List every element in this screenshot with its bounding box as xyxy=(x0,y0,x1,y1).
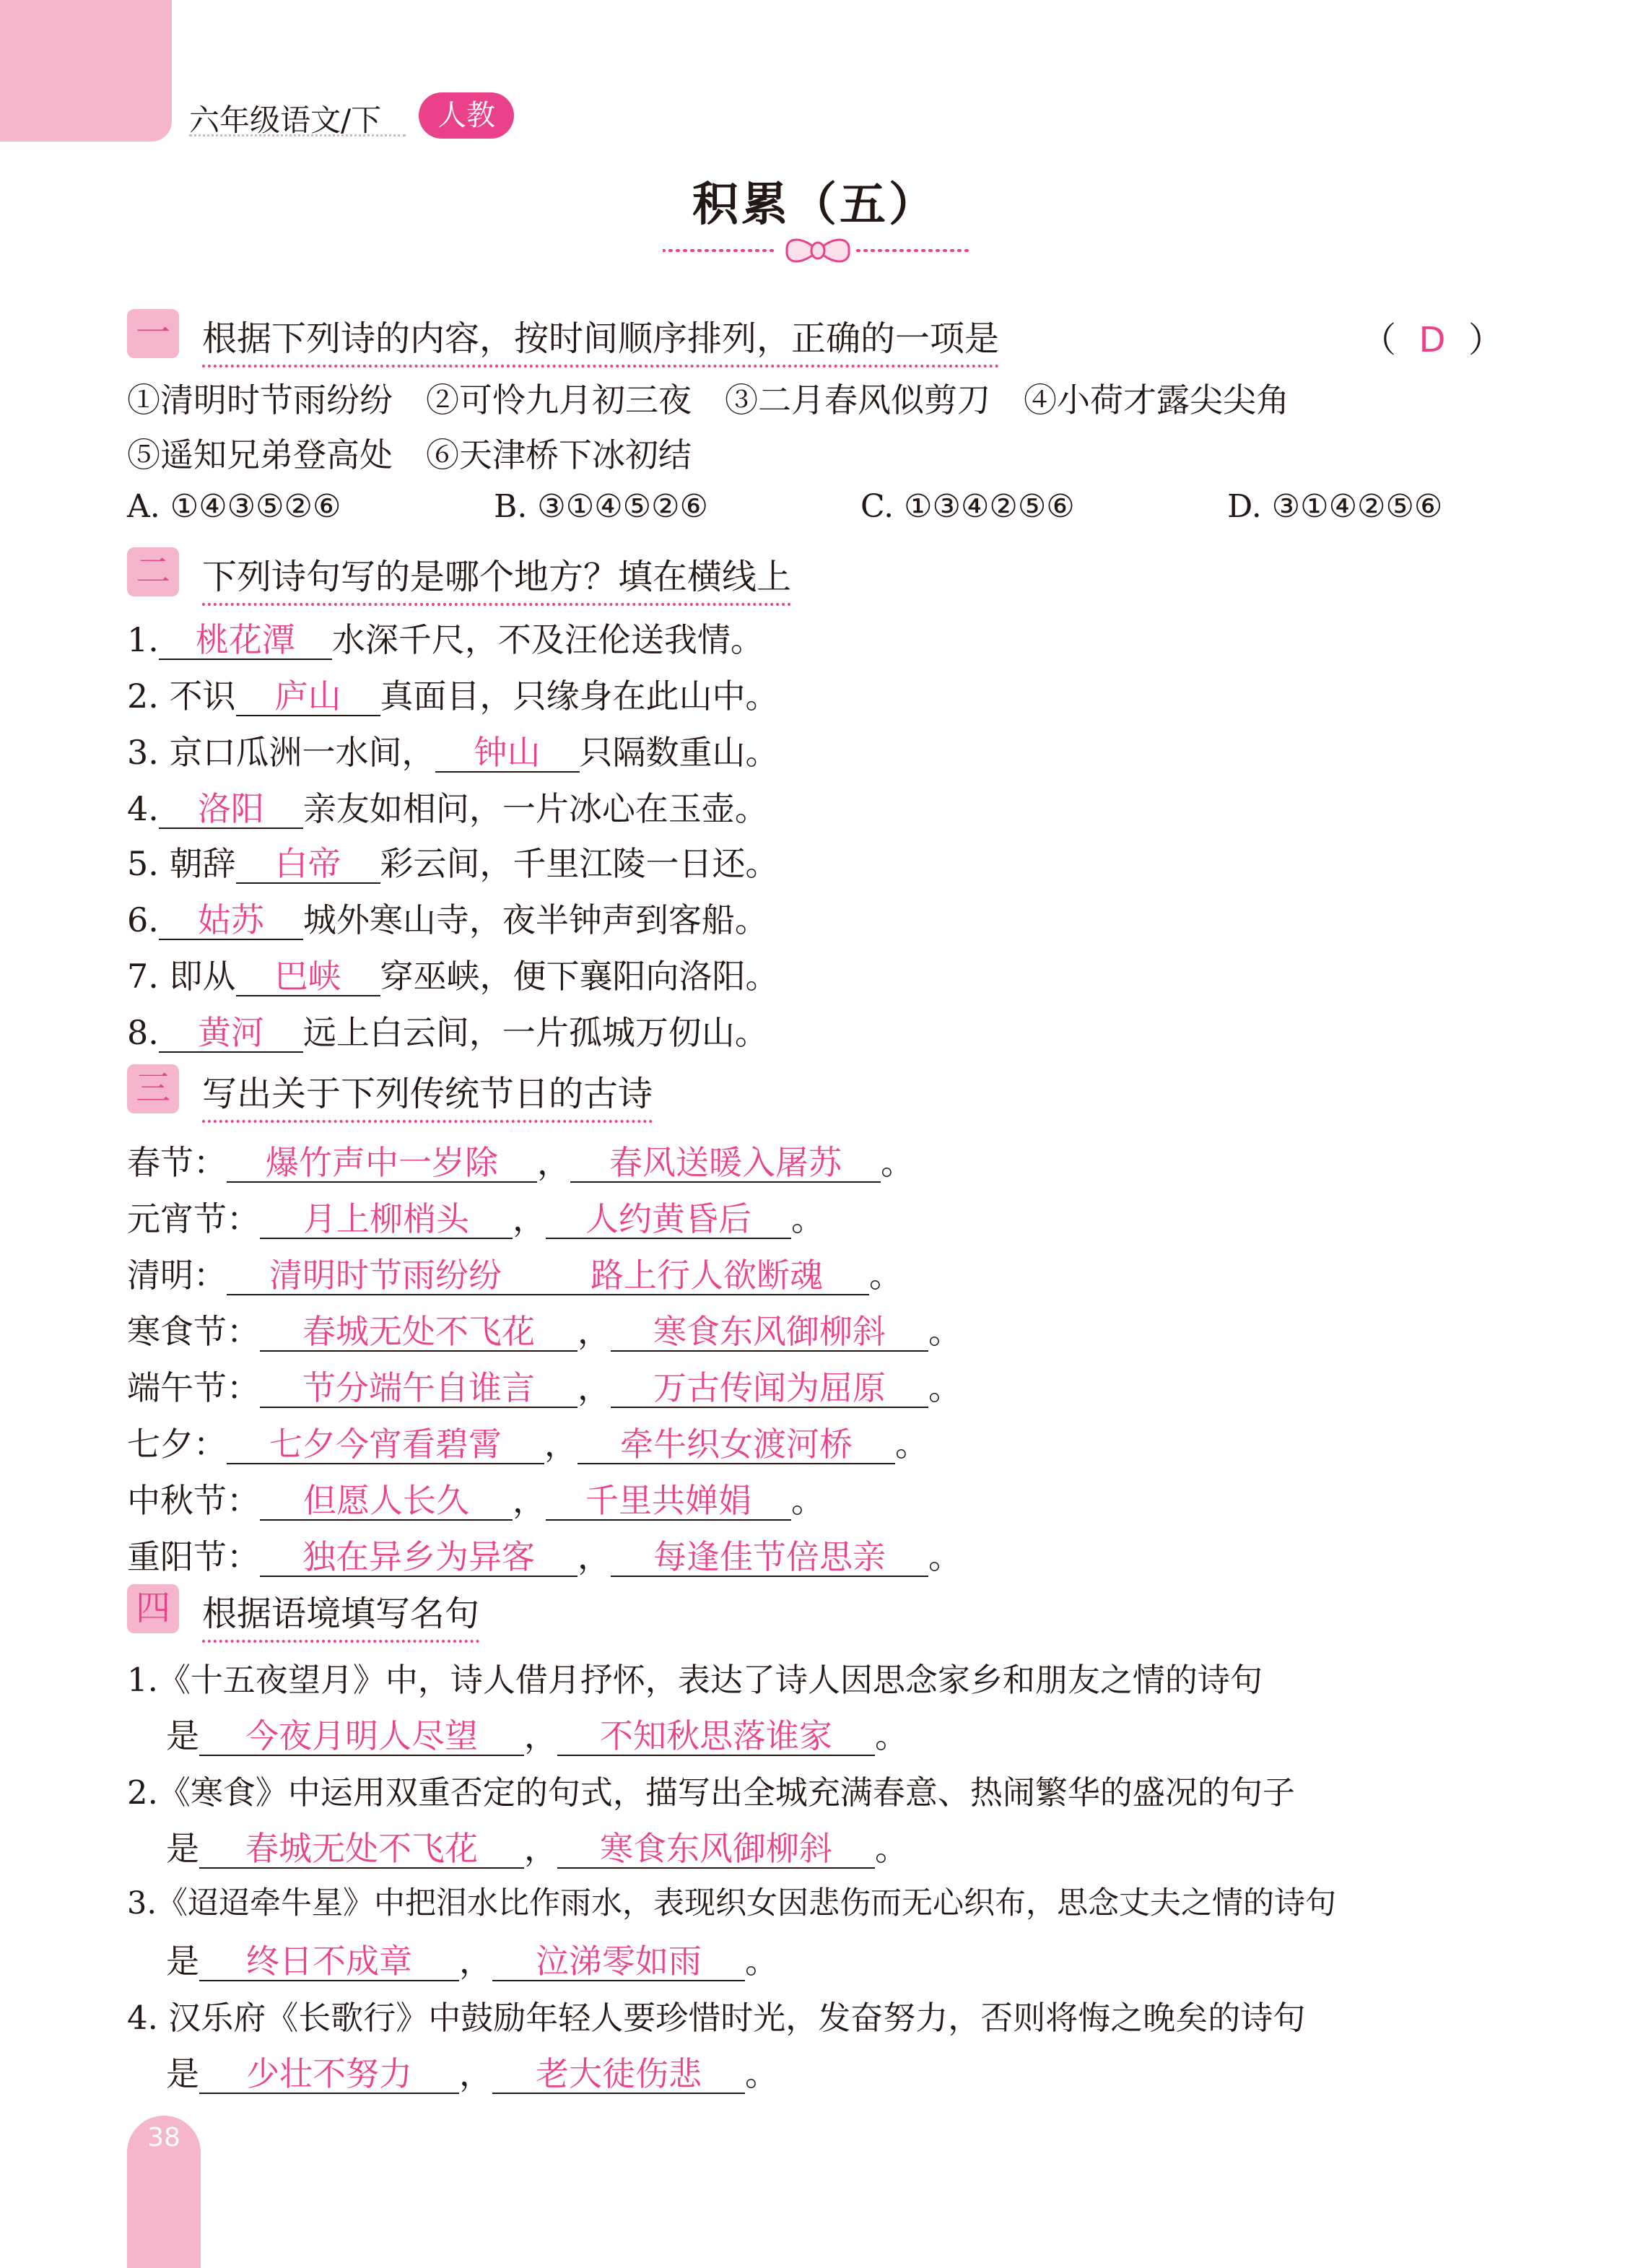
list-item: 4. 洛阳 亲友如相问，一片冰心在玉壶。 xyxy=(127,789,768,828)
list-item: 元宵节： 月上柳梢头 ， 人约黄昏后 。 xyxy=(127,1199,824,1238)
bracket-open: （ xyxy=(1361,320,1397,360)
list-item: 7. 即从 巴峡 穿巫峡，便下襄阳向洛阳。 xyxy=(127,957,779,996)
answer-blank: 爆竹声中一岁除 xyxy=(227,1144,537,1183)
answer-blank: 春城无处不飞花 xyxy=(199,1830,524,1869)
poem-items-line: ⑤遥知兄弟登高处 ⑥天津桥下冰初结 xyxy=(127,435,692,474)
section-question: 根据下列诗的内容，按时间顺序排列，正确的一项是 xyxy=(202,310,999,368)
list-item: 是 少壮不努力 ， 老大徒伤悲 。 xyxy=(166,2054,778,2093)
edition-badge: 人教 xyxy=(419,92,514,139)
section-number: 一 xyxy=(127,309,179,358)
list-item: 6. 姑苏 城外寒山寺，夜半钟声到客船。 xyxy=(127,900,768,939)
list-item: 1. 桃花潭 水深千尺，不及汪伦送我情。 xyxy=(127,620,764,659)
answer-blank: 寒食东风御柳斜 xyxy=(611,1313,928,1352)
option-c: C. ①③④②⑤⑥ xyxy=(860,488,1075,525)
corner-tab xyxy=(0,0,172,142)
answer-blank: 少壮不努力 xyxy=(199,2056,459,2094)
list-item: 是 终日不成章 ， 泣涕零如雨 。 xyxy=(166,1942,778,1981)
section-question: 根据语境填写名句 xyxy=(202,1586,479,1643)
list-item: 2. 不识 庐山 真面目，只缘身在此山中。 xyxy=(127,677,779,716)
answer-blank: 姑苏 xyxy=(159,902,303,940)
list-item: 中秋节： 但愿人长久 ， 千里共婵娟 。 xyxy=(127,1481,824,1520)
list-item: 3. 京口瓜洲一水间， 钟山 只隔数重山。 xyxy=(127,733,779,772)
page-number: 38 xyxy=(147,2123,180,2152)
list-item: 端午节： 节分端午自谁言 ， 万古传闻为屈原 。 xyxy=(127,1368,962,1407)
answer-blank: 桃花潭 xyxy=(159,622,332,660)
answer-blank: 人约黄昏后 xyxy=(546,1201,791,1239)
answer-blank: 万古传闻为屈原 xyxy=(611,1370,928,1408)
answer-blank: 七夕今宵看碧霄 xyxy=(227,1426,544,1464)
answer-blank: 每逢佳节倍思亲 xyxy=(611,1539,928,1577)
answer-blank: 路上行人欲断魂 xyxy=(544,1257,869,1295)
bracket-close: ） xyxy=(1468,320,1504,360)
question-text: 2.《寒食》中运用双重否定的句式，描写出全城充满春意、热闹繁华的盛况的句子 xyxy=(127,1773,1295,1812)
answer-blank: 独在异乡为异客 xyxy=(260,1539,578,1577)
answer-bracket xyxy=(1361,312,1503,362)
page-number-tab xyxy=(127,2116,201,2268)
section-number: 三 xyxy=(127,1064,179,1113)
answer-blank: 千里共婵娟 xyxy=(546,1482,791,1521)
question-text: 1.《十五夜望月》中，诗人借月抒怀，表达了诗人因思念家乡和朋友之情的诗句 xyxy=(127,1661,1263,1699)
answer-blank: 春风送暖入屠苏 xyxy=(570,1144,881,1183)
option-b: B. ③①④⑤②⑥ xyxy=(494,488,708,525)
list-item: 8. 黄河 远上白云间，一片孤城万仞山。 xyxy=(127,1013,768,1052)
answer-blank: 终日不成章 xyxy=(199,1943,459,1981)
section-number: 四 xyxy=(127,1584,179,1633)
question-text: 3.《迢迢牵牛星》中把泪水比作雨水，表现织女因悲伤而无心织布，思念丈夫之情的诗句 xyxy=(127,1885,1337,1921)
answer-blank: 老大徒伤悲 xyxy=(492,2056,745,2094)
answer-blank: 节分端午自谁言 xyxy=(260,1370,578,1408)
option-d: D. ③①④②⑤⑥ xyxy=(1227,488,1443,525)
bow-ornament-icon xyxy=(663,233,973,269)
list-item: 寒食节： 春城无处不飞花 ， 寒食东风御柳斜 。 xyxy=(127,1312,962,1351)
answer-blank: 白帝 xyxy=(236,846,380,884)
page-title: 积累（五） xyxy=(692,178,938,232)
option-a: A. ①④③⑤②⑥ xyxy=(127,488,341,525)
answer-blank: 今夜月明人尽望 xyxy=(199,1718,524,1756)
answer-blank: 不知秋思落谁家 xyxy=(557,1718,875,1756)
answer-blank: 牵牛织女渡河桥 xyxy=(578,1426,895,1464)
answer-blank: 洛阳 xyxy=(159,791,303,829)
answer-blank: 但愿人长久 xyxy=(260,1482,513,1521)
list-item: 5. 朝辞 白帝 彩云间，千里江陵一日还。 xyxy=(127,844,779,883)
list-item: 是 春城无处不飞花 ， 寒食东风御柳斜 。 xyxy=(166,1829,908,1868)
answer-blank: 月上柳梢头 xyxy=(260,1201,513,1239)
answer-blank: 钟山 xyxy=(435,734,580,773)
answer-blank: 春城无处不飞花 xyxy=(260,1313,578,1352)
section-question: 写出关于下列传统节日的古诗 xyxy=(202,1066,653,1123)
poem-items-line: ①清明时节雨纷纷 ②可怜九月初三夜 ③二月春风似剪刀 ④小荷才露尖尖角 xyxy=(127,381,1289,420)
list-item: 清明： 清明时节雨纷纷 路上行人欲断魂 。 xyxy=(127,1256,902,1295)
answer-blank: 泣涕零如雨 xyxy=(492,1943,745,1981)
answer-value: D xyxy=(1418,320,1446,360)
grade-subject: 六年级语文/下 xyxy=(189,103,382,138)
list-item: 是 今夜月明人尽望 ， 不知秋思落谁家 。 xyxy=(166,1716,908,1755)
answer-blank: 黄河 xyxy=(159,1014,303,1053)
answer-blank: 庐山 xyxy=(236,678,380,716)
answer-blank: 清明时节雨纷纷 xyxy=(227,1257,544,1295)
section-question: 下列诗句写的是哪个地方？填在横线上 xyxy=(202,549,791,606)
section-number: 二 xyxy=(127,547,179,596)
list-item: 七夕： 七夕今宵看碧霄 ， 牵牛织女渡河桥 。 xyxy=(127,1425,928,1464)
header-divider xyxy=(189,134,406,136)
list-item: 重阳节： 独在异乡为异客 ， 每逢佳节倍思亲 。 xyxy=(127,1537,962,1576)
answer-blank: 寒食东风御柳斜 xyxy=(557,1830,875,1869)
question-text: 4. 汉乐府《长歌行》中鼓励年轻人要珍惜时光，发奋努力，否则将悔之晚矣的诗句 xyxy=(127,1999,1306,2037)
answer-blank: 巴峡 xyxy=(236,958,380,996)
list-item: 春节： 爆竹声中一岁除 ， 春风送暖入屠苏 。 xyxy=(127,1143,914,1182)
